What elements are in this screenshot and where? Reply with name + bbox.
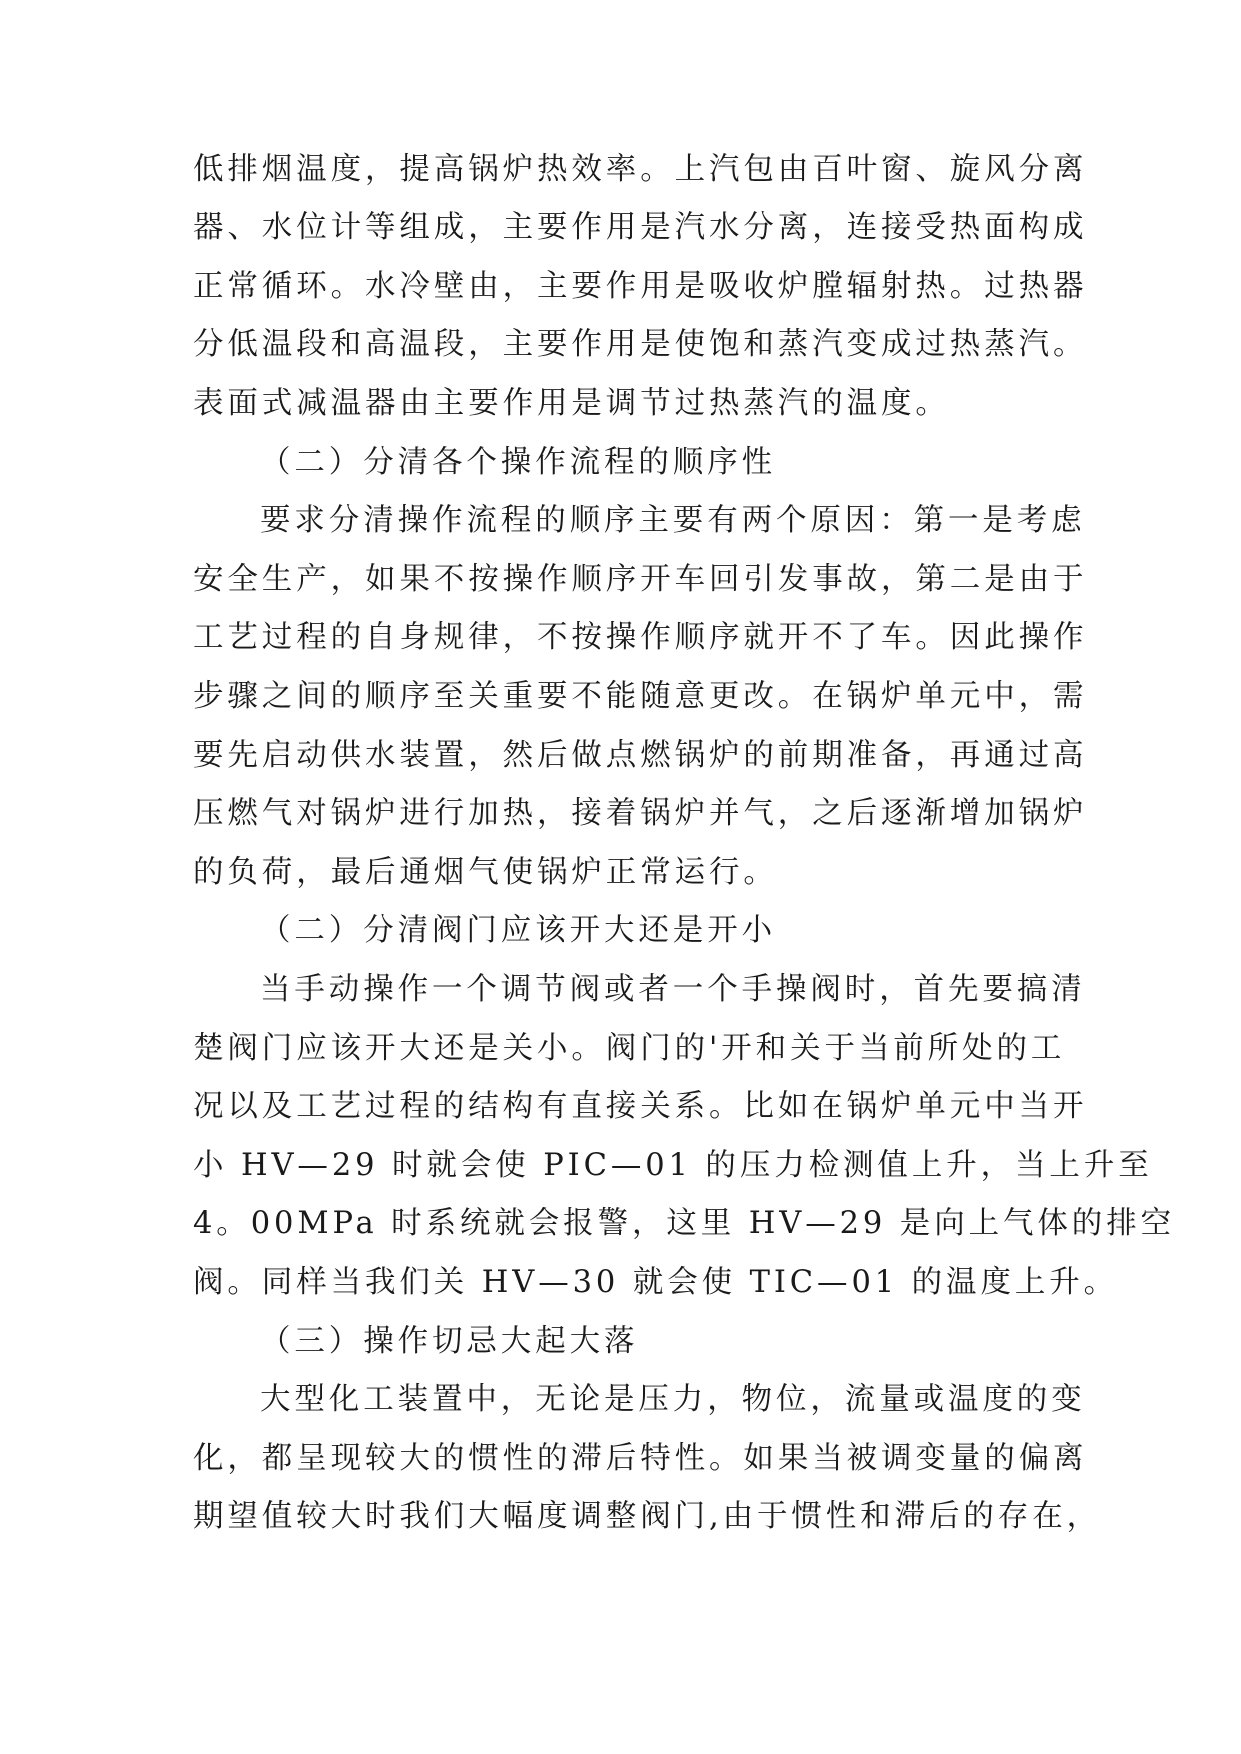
text-line: 化，都呈现较大的惯性的滞后特性。如果当被调变量的偏离 bbox=[193, 1441, 1088, 1476]
text-line: 况以及工艺过程的结构有直接关系。比如在锅炉单元中当开 bbox=[193, 1089, 1088, 1124]
section-heading: （二）分清各个操作流程的顺序性 bbox=[260, 445, 776, 480]
text-line: 安全生产，如果不按操作顺序开车回引发事故，第二是由于 bbox=[193, 562, 1088, 597]
text-line: 阀。同样当我们关 HV—30 就会使 TIC—01 的温度上升。 bbox=[193, 1265, 1119, 1300]
section-heading: （二）分清阀门应该开大还是开小 bbox=[260, 913, 776, 948]
text-line: 的负荷，最后通烟气使锅炉正常运行。 bbox=[193, 855, 778, 890]
text-line: 期望值较大时我们大幅度调整阀门,由于惯性和滞后的存在， bbox=[193, 1499, 1101, 1534]
text-line: 器、水位计等组成，主要作用是汽水分离，连接受热面构成 bbox=[193, 210, 1088, 245]
text-line: 楚阀门应该开大还是关小。阀门的'开和关于当前所处的工 bbox=[193, 1031, 1066, 1066]
text-line: 低排烟温度，提高锅炉热效率。上汽包由百叶窗、旋风分离 bbox=[193, 152, 1088, 187]
text-line: 工艺过程的自身规律，不按操作顺序就开不了车。因此操作 bbox=[193, 620, 1088, 655]
text-line: 4。00MPa 时系统就会报警，这里 HV—29 是向上气体的排空 bbox=[193, 1206, 1175, 1241]
text-line: 步骤之间的顺序至关重要不能随意更改。在锅炉单元中，需 bbox=[193, 679, 1088, 714]
paragraph-first-line: 当手动操作一个调节阀或者一个手操阀时，首先要搞清 bbox=[260, 972, 1086, 1007]
text-line: 表面式减温器由主要作用是调节过热蒸汽的温度。 bbox=[193, 386, 950, 421]
text-line: 小 HV—29 时就会使 PIC—01 的压力检测值上升，当上升至 bbox=[193, 1148, 1153, 1183]
text-line: 分低温段和高温段，主要作用是使饱和蒸汽变成过热蒸汽。 bbox=[193, 327, 1088, 362]
text-line: 压燃气对锅炉进行加热，接着锅炉并气，之后逐渐增加锅炉 bbox=[193, 796, 1088, 831]
text-line: 要先启动供水装置，然后做点燃锅炉的前期准备，再通过高 bbox=[193, 738, 1088, 773]
section-heading: （三）操作切忌大起大落 bbox=[260, 1324, 639, 1359]
paragraph-first-line: 要求分清操作流程的顺序主要有两个原因：第一是考虑 bbox=[260, 503, 1086, 538]
text-line: 正常循环。水冷壁由，主要作用是吸收炉膛辐射热。过热器 bbox=[193, 269, 1088, 304]
paragraph-first-line: 大型化工装置中，无论是压力，物位，流量或温度的变 bbox=[260, 1382, 1086, 1417]
